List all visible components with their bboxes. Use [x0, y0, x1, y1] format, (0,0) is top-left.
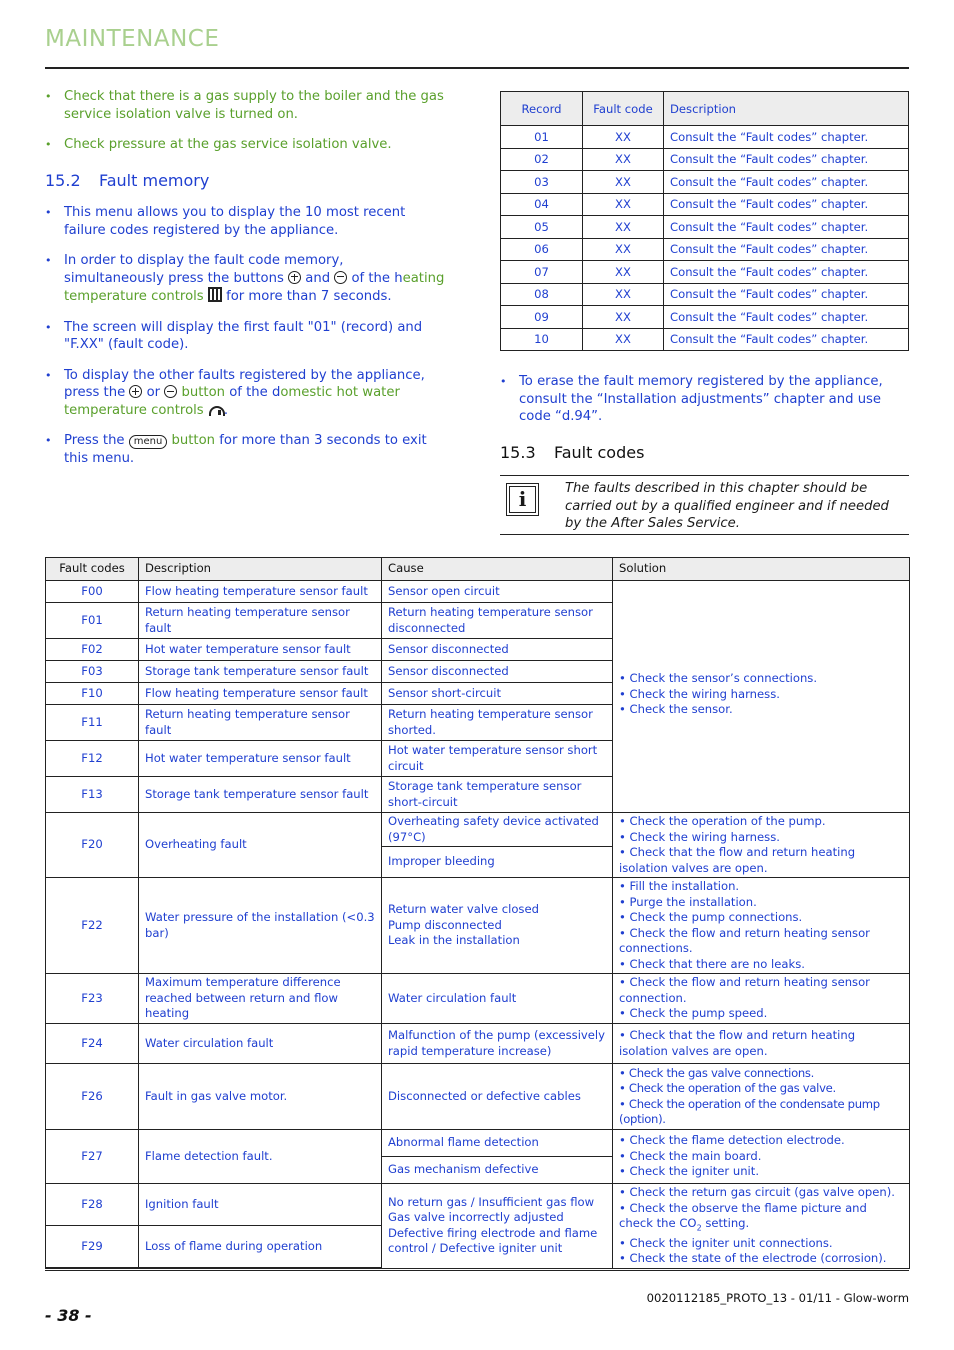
description-cell: Flow heating temperature sensor fault	[139, 581, 382, 603]
menu-button-icon: menu	[129, 435, 168, 449]
description-cell: Hot water temperature sensor fault	[139, 741, 382, 777]
solution-line: • Check the state of the electrode (corrosion).	[619, 1251, 887, 1266]
page-number: - 38 -	[45, 1306, 92, 1325]
table-row	[501, 193, 909, 216]
fault-memory-table	[500, 91, 909, 351]
description-cell: Consult the “Fault codes” chapter.	[664, 193, 909, 216]
record-cell: 05	[501, 216, 583, 239]
fault-code-cell: F26	[46, 1064, 139, 1130]
description-cell: Flow heating temperature sensor fault	[139, 683, 382, 705]
fault-code-cell: XX	[583, 216, 664, 239]
fault-codes-table	[45, 557, 910, 1269]
table-row	[46, 1064, 910, 1130]
cause-cell: Hot water temperature sensor short circuit	[382, 741, 613, 777]
right-column	[500, 373, 909, 535]
description-cell: Water circulation fault	[139, 1024, 382, 1064]
fault-code-cell: XX	[583, 238, 664, 261]
bullet-text: Press the	[64, 433, 125, 448]
column-header: Description	[664, 92, 909, 126]
solution-line: • Check the main board.	[619, 1148, 762, 1163]
bullet-exit-menu	[45, 432, 445, 467]
table-row	[46, 813, 910, 847]
bullet-text: omestic hot water temperature controls	[64, 385, 400, 418]
table-row	[501, 216, 909, 239]
cause-line: Return water valve closed	[388, 902, 539, 917]
bullet-text: eating temperature controls	[64, 270, 445, 304]
fault-code-cell: F23	[46, 974, 139, 1024]
description-cell: Consult the “Fault codes” chapter.	[664, 328, 909, 351]
description-cell: Overheating fault	[139, 813, 382, 878]
fault-code-cell: XX	[583, 261, 664, 284]
cause-line: Pump disconnected	[388, 917, 502, 932]
fault-code-cell: F00	[46, 581, 139, 603]
bullet-display-memory	[45, 252, 445, 306]
table-row	[501, 283, 909, 306]
fault-code-cell: F22	[46, 878, 139, 974]
fault-code-cell: F20	[46, 813, 139, 878]
section-title: Fault codes	[554, 442, 645, 462]
fault-code-cell: F29	[46, 1225, 139, 1268]
table-row	[501, 328, 909, 351]
table-row	[501, 306, 909, 329]
column-header: Solution	[613, 558, 910, 581]
record-cell: 10	[501, 328, 583, 351]
solution-line: • Check that there are no leaks.	[619, 956, 805, 971]
cause-cell: Storage tank temperature sensor short-circuit	[382, 777, 613, 813]
cause-cell: Malfunction of the pump (excessively rapid temperature increase)	[382, 1024, 613, 1064]
solution-line: • Check the sensor.	[619, 702, 733, 716]
cause-cell: Return heating temperature sensor disconnected	[382, 603, 613, 639]
column-header: Record	[501, 92, 583, 126]
bullet-text: for more than 3 seconds to exit this menu.	[64, 433, 427, 466]
solution-line	[619, 1201, 904, 1236]
cause-cell: Sensor short-circuit	[382, 683, 613, 705]
solution-line: • Fill the installation.	[619, 879, 740, 893]
cause-cell: Return heating temperature sensor shorted.	[382, 705, 613, 741]
solution-line: • Check the operation of the condensate pump (option).	[619, 1096, 880, 1126]
solution-line: • Check the pump speed.	[619, 1006, 768, 1021]
description-cell: Consult the “Fault codes” chapter.	[664, 261, 909, 284]
description-cell: Flame detection fault.	[139, 1130, 382, 1184]
fault-code-cell: XX	[583, 193, 664, 216]
table-row	[46, 1024, 910, 1064]
solution-cell	[613, 1024, 910, 1064]
cause-cell: Disconnected or defective cables	[382, 1064, 613, 1130]
solution-line: • Check the gas valve connections.	[619, 1065, 815, 1080]
cause-line: No return gas / Insufficient gas flow	[388, 1194, 595, 1209]
description-cell: Consult the “Fault codes” chapter.	[664, 216, 909, 239]
section-heading-fault-codes	[500, 444, 909, 462]
description-cell: Consult the “Fault codes” chapter.	[664, 306, 909, 329]
column-header: Fault codes	[46, 558, 139, 581]
cause-cell: Sensor disconnected	[382, 639, 613, 661]
section-title: Fault memory	[99, 170, 210, 190]
table-row	[46, 974, 910, 1024]
solution-line: • Check that the flow and return heating isolation valves are open.	[619, 1028, 856, 1058]
solution-cell	[613, 1130, 910, 1184]
cause-line: Gas valve incorrectly adjusted	[388, 1210, 564, 1225]
page-title: MAINTENANCE	[45, 26, 220, 52]
minus-button-icon	[164, 385, 177, 398]
cause-cell: Abnormal flame detection	[382, 1130, 613, 1157]
radiator-icon	[208, 287, 222, 302]
description-cell: Loss of flame during operation	[139, 1225, 382, 1268]
solution-line: • Check the flow and return heating sensor connection.	[619, 975, 870, 1005]
table-row	[501, 148, 909, 171]
intro-bullet-pressure: • Check pressure at the gas service isolation valve.	[45, 136, 445, 154]
bullet-text: and	[305, 270, 331, 286]
solution-line: • Check the wiring harness.	[619, 686, 780, 701]
minus-button-icon	[334, 271, 347, 284]
column-header: Fault code	[583, 92, 664, 126]
left-column	[45, 88, 445, 480]
table-row	[501, 238, 909, 261]
cause-cell: Gas mechanism defective	[382, 1157, 613, 1184]
bullet-text: of the d	[229, 385, 281, 400]
fault-code-cell: F11	[46, 705, 139, 741]
solution-line: • Check the return gas circuit (gas valve open).	[619, 1185, 895, 1199]
cause-cell	[382, 1184, 613, 1269]
plus-button-icon	[129, 385, 142, 398]
info-icon: i	[506, 483, 539, 516]
record-cell: 02	[501, 148, 583, 171]
solution-text: setting.	[701, 1216, 750, 1230]
intro-bullet-gas-supply: • Check that there is a gas supply to the boiler and the gas service isolation valve is turned on.	[45, 88, 445, 123]
bullet-text: To display the other faults registered by the appliance, press the	[64, 367, 425, 400]
bullet-erase-memory: • To erase the fault memory registered by the appliance, consult the “Installation adjustments” chapter and use code “d.94”.	[500, 373, 909, 426]
bullet-other-faults	[45, 367, 445, 420]
table-row	[46, 581, 910, 603]
tap-icon	[208, 402, 224, 416]
solution-text: • Check the observe the flame picture and check the CO	[619, 1200, 867, 1230]
fault-code-cell: F03	[46, 661, 139, 683]
bullet-text: for more than 7 seconds.	[226, 289, 392, 304]
column-header: Cause	[382, 558, 613, 581]
cause-cell	[382, 878, 613, 974]
solution-line: • Check the pump connections.	[619, 910, 803, 924]
solution-line: • Check the flow and return heating sensor connections.	[619, 925, 870, 955]
description-cell: Consult the “Fault codes” chapter.	[664, 283, 909, 306]
fault-code-cell: F02	[46, 639, 139, 661]
fault-code-cell: F01	[46, 603, 139, 639]
description-cell: Water pressure of the installation (<0.3 bar)	[139, 878, 382, 974]
section-number: 15.3	[500, 442, 536, 462]
bullet-text: In order to display the fault code memory, simultaneously press the buttons	[64, 253, 344, 286]
record-cell: 09	[501, 306, 583, 329]
solution-line: • Check the igniter unit connections.	[619, 1235, 833, 1250]
solution-line: • Check the flame detection electrode.	[619, 1133, 845, 1148]
cause-cell: Sensor open circuit	[382, 581, 613, 603]
bullet-first-fault: • The screen will display the first fault "01" (record) and "F.XX" (fault code).	[45, 319, 445, 354]
cause-cell: Improper bleeding	[382, 847, 613, 878]
description-cell: Consult the “Fault codes” chapter.	[664, 238, 909, 261]
header-divider	[45, 67, 909, 69]
description-cell: Return heating temperature sensor fault	[139, 705, 382, 741]
fault-code-cell: XX	[583, 328, 664, 351]
cause-cell: Sensor disconnected	[382, 661, 613, 683]
cause-cell: Water circulation fault	[382, 974, 613, 1024]
solution-line: • Check that the flow and return heating isolation valves are open.	[619, 845, 856, 875]
bullet-text: button	[181, 385, 226, 400]
section-heading-fault-memory	[45, 172, 445, 190]
solution-line: • Check the sensor’s connections.	[619, 671, 818, 685]
bullet-text: .	[223, 402, 229, 418]
cause-line: Defective firing electrode and flame control / Defective igniter unit	[388, 1225, 598, 1256]
fault-code-cell: F10	[46, 683, 139, 705]
fault-code-cell: F27	[46, 1130, 139, 1184]
solution-line: • Check the operation of the gas valve.	[619, 1081, 836, 1095]
description-cell: Consult the “Fault codes” chapter.	[664, 126, 909, 149]
record-cell: 08	[501, 283, 583, 306]
info-note	[500, 475, 909, 535]
table-row	[501, 171, 909, 194]
fault-code-cell: XX	[583, 148, 664, 171]
solution-line: • Purge the installation.	[619, 894, 757, 909]
table-header-row	[501, 92, 909, 126]
bullet-text: button	[171, 433, 216, 448]
description-cell: Return heating temperature sensor fault	[139, 603, 382, 639]
table-row	[46, 878, 910, 974]
solution-cell	[613, 974, 910, 1024]
fault-code-cell: F12	[46, 741, 139, 777]
fault-code-cell: XX	[583, 126, 664, 149]
record-cell: 07	[501, 261, 583, 284]
fault-code-cell: F28	[46, 1184, 139, 1226]
record-cell: 01	[501, 126, 583, 149]
solution-cell	[613, 813, 910, 878]
description-cell: Consult the “Fault codes” chapter.	[664, 148, 909, 171]
fault-code-cell: XX	[583, 306, 664, 329]
description-cell: Fault in gas valve motor.	[139, 1064, 382, 1130]
cause-cell: Overheating safety device activated (97°C)	[382, 813, 613, 847]
fault-code-cell: F24	[46, 1024, 139, 1064]
table-row	[501, 126, 909, 149]
solution-line: • Check the wiring harness.	[619, 829, 780, 844]
info-note-text: The faults described in this chapter should be carried out by a qualified engineer and if needed by the After Sales Service.	[565, 481, 889, 531]
solution-cell	[613, 1064, 910, 1130]
description-cell: Storage tank temperature sensor fault	[139, 661, 382, 683]
table-header-row	[46, 558, 910, 581]
footer-divider	[45, 1270, 909, 1271]
fault-code-cell: XX	[583, 283, 664, 306]
fault-code-cell: F13	[46, 777, 139, 813]
table-row	[501, 261, 909, 284]
section-number: 15.2	[45, 170, 81, 190]
description-cell: Hot water temperature sensor fault	[139, 639, 382, 661]
document-reference: 0020112185_PROTO_13 - 01/11 - Glow-worm	[646, 1291, 909, 1305]
description-cell: Consult the “Fault codes” chapter.	[664, 171, 909, 194]
description-cell: Ignition fault	[139, 1184, 382, 1226]
plus-button-icon	[288, 271, 301, 284]
record-cell: 03	[501, 171, 583, 194]
cause-line: Leak in the installation	[388, 933, 520, 948]
subscript: 2	[696, 1223, 702, 1233]
description-cell: Storage tank temperature sensor fault	[139, 777, 382, 813]
table-row	[46, 1130, 910, 1157]
record-cell: 04	[501, 193, 583, 216]
solution-cell	[613, 1184, 910, 1269]
bullet-menu-info: • This menu allows you to display the 10 most recent failure codes registered by the appliance.	[45, 204, 445, 239]
bullet-text: or	[146, 385, 161, 400]
column-header: Description	[139, 558, 382, 581]
solution-cell	[613, 581, 910, 813]
fault-code-cell: XX	[583, 171, 664, 194]
solution-cell	[613, 878, 910, 974]
bullet-text: of the h	[351, 270, 403, 286]
record-cell: 06	[501, 238, 583, 261]
solution-line: • Check the operation of the pump.	[619, 814, 826, 828]
table-row	[46, 1184, 910, 1226]
solution-line: • Check the igniter unit.	[619, 1164, 760, 1179]
description-cell: Maximum temperature difference reached between return and flow heating	[139, 974, 382, 1024]
